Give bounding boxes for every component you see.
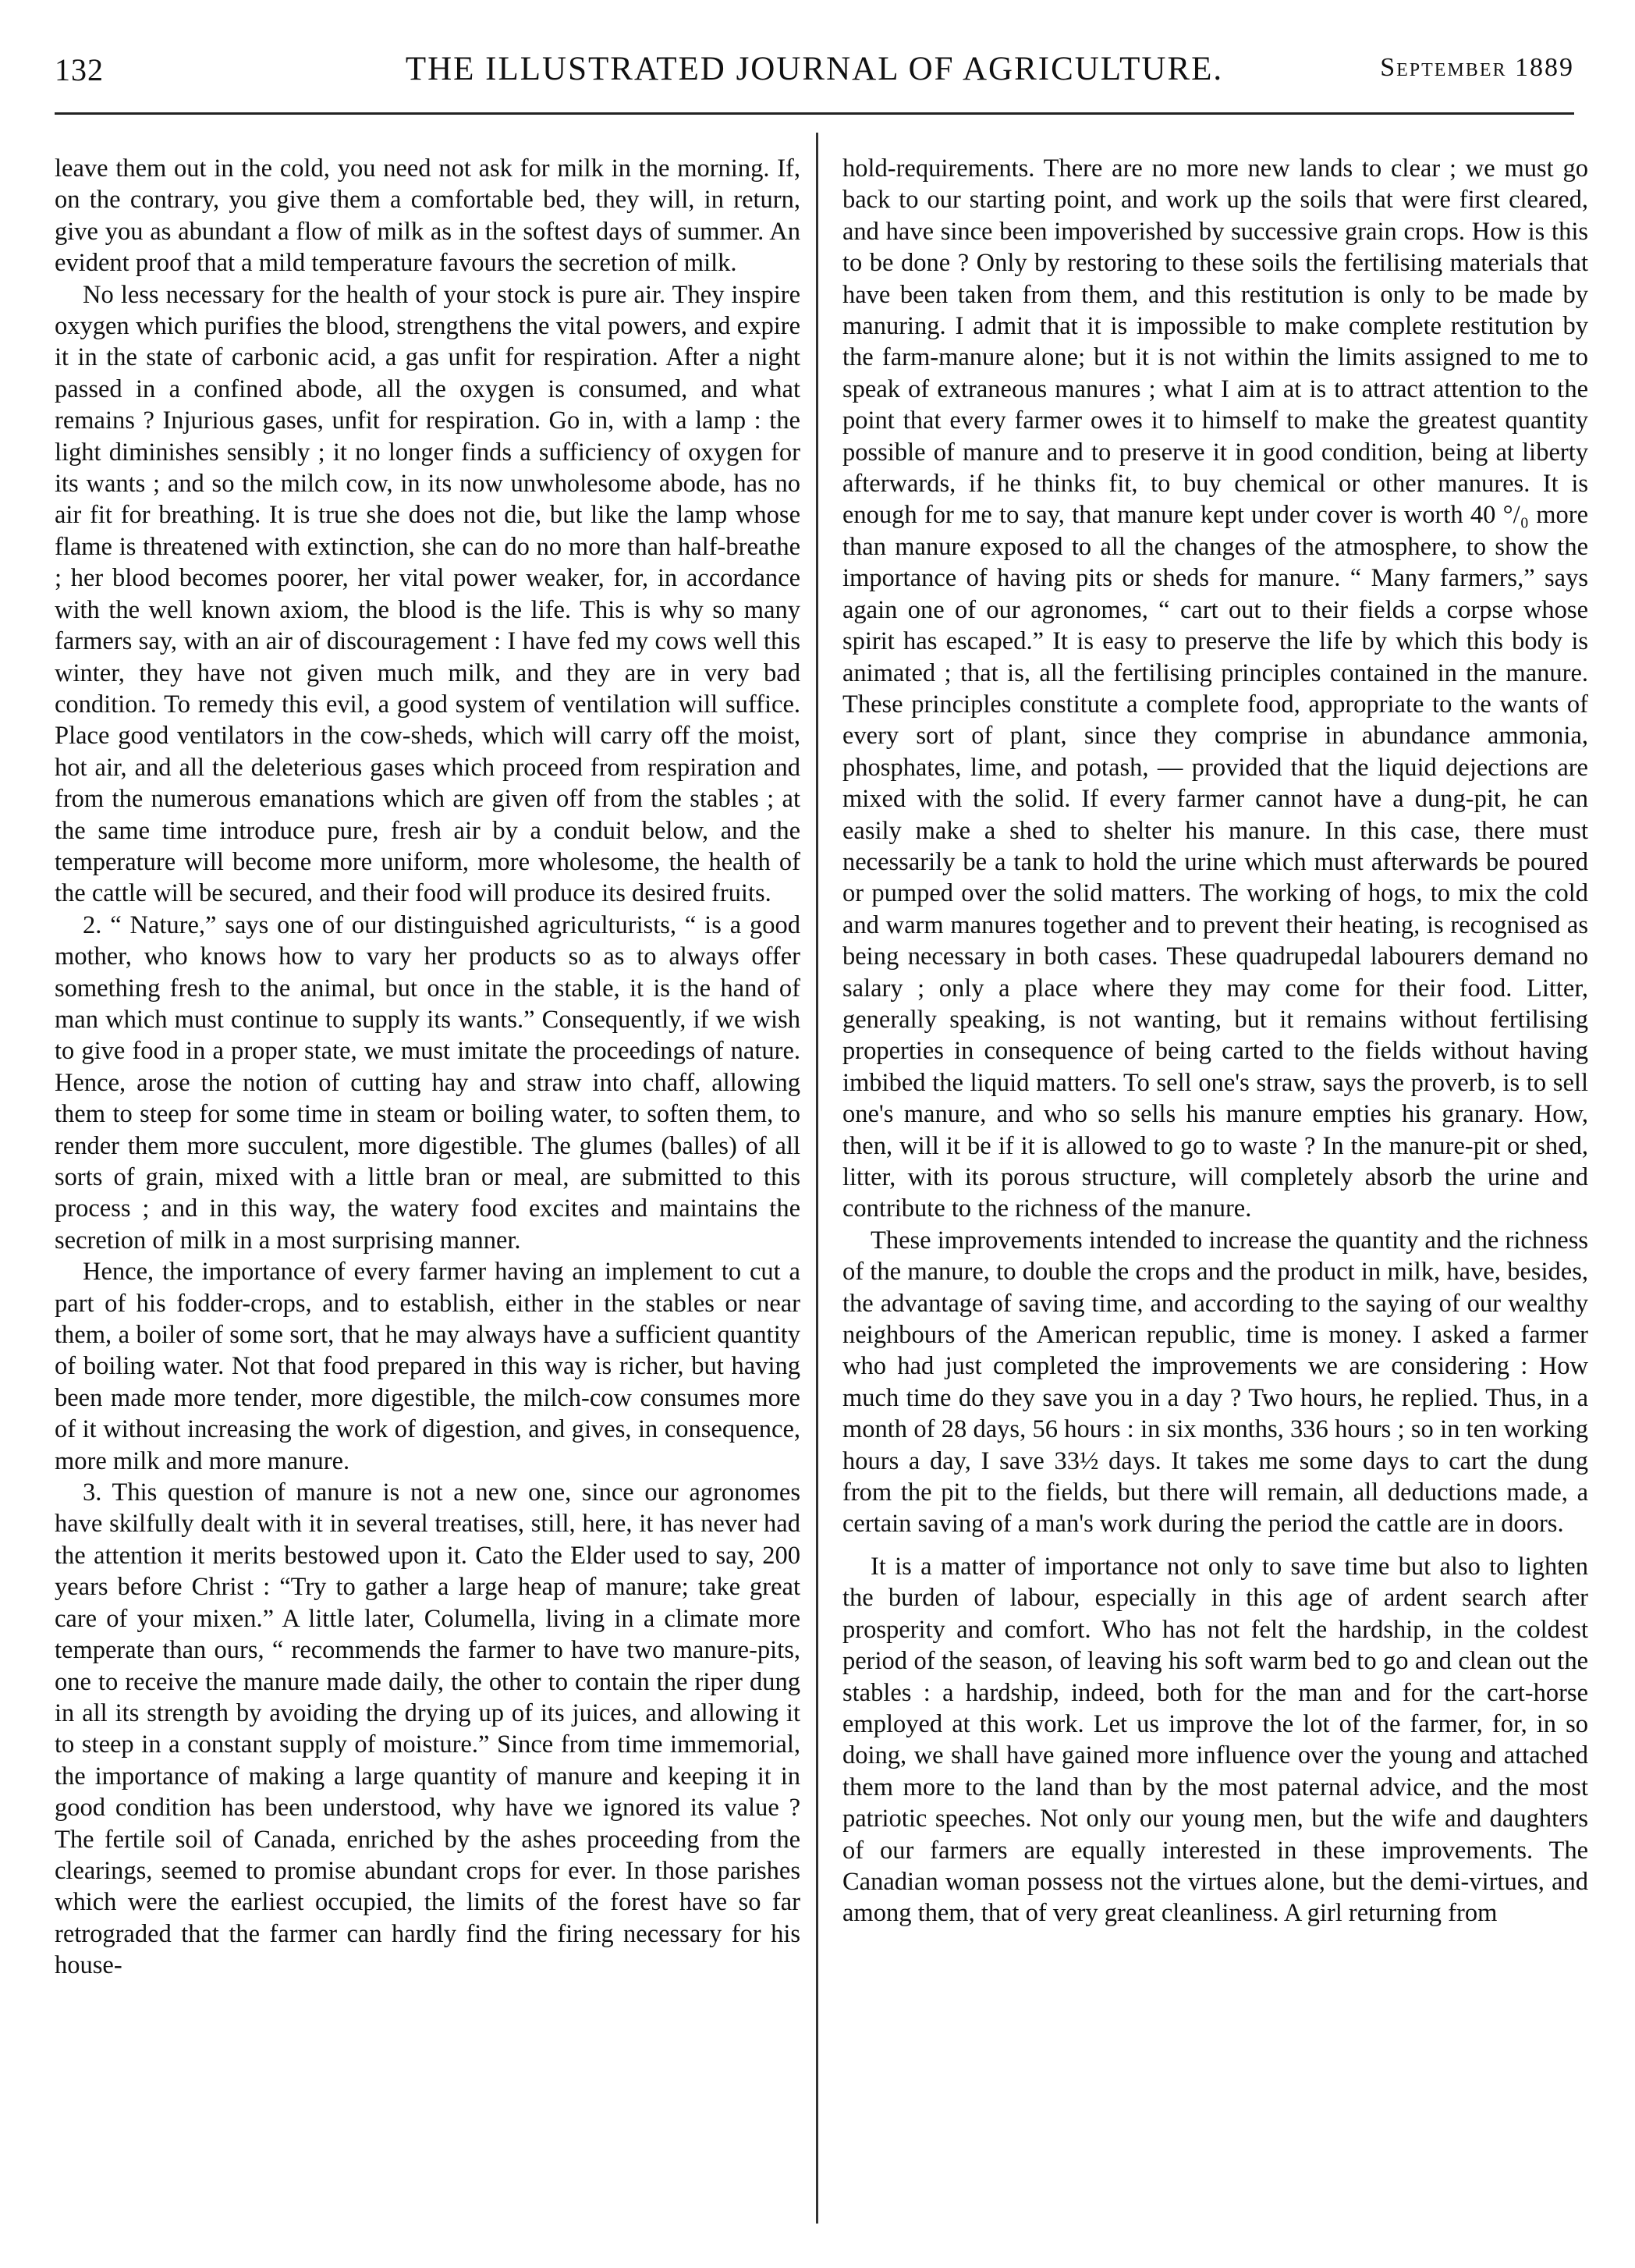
right-column bbox=[842, 153, 1588, 2228]
paragraph: 3. This question of manure is not a new one, since our agronomes have skilfully dealt with it in several treatises, still, here, it has never had the attention it merits bestowed upon it. Cato the Elder used to say, 200 years before Christ : “Try to gather a large heap of manure; take great care of your mixen.” A little later, Columella, living in a climate more temperate than ours, “ recommends the farmer to have two manure-pits, one to receive the manure made daily, the other to contain the riper dung in all its strength by avoiding the drying up of its juices, and allowing it to steep in a constant supply of moisture.” Since from time immemorial, the importance of making a large quantity of manure and keeping it in good condition has been understood, why have we ignored its value ? The fertile soil of Canada, enriched by the ashes proceeding from the clearings, seemed to promise abundant crops for ever. In those parishes which were the earliest occupied, the limits of the forest have so far retrograded that the farmer can hardly find the firing necessary for his house- bbox=[55, 1478, 800, 1980]
page-number: 132 bbox=[55, 52, 104, 87]
paragraph: Hence, the importance of every farmer having an implement to cut a part of his fodder-crops, and to establish, either in the stables or near them, a boiler of some sort, that he may always have a sufficient quantity of boiling water. Not that food prepared in this way is richer, but having been made more tender, more digestible, the milch-cow consumes more of it without increasing the work of digestion, and gives, in consequence, more milk and more manure. bbox=[55, 1258, 800, 1475]
page-header bbox=[55, 45, 1574, 100]
column-divider bbox=[816, 133, 818, 2224]
paragraph: 2. “ Nature,” says one of our distinguished agriculturists, “ is a good mother, who knows how to vary her products so as to always offer something fresh to the animal, but once in the stable, it is the hand of man which must continue to supply its wants.” Consequently, if we wish to give food in a proper state, we must imitate the proceedings of nature. Hence, arose the notion of cutting hay and straw into chaff, allowing them to steep for some time in steam or boiling water, to soften them, to render them more succulent, more digestible. The glumes (balles) of all sorts of grain, mixed with a little bran or meal, are submitted to this process ; and in this way, the watery food excites and maintains the secretion of milk in a most surprising manner. bbox=[55, 910, 800, 1255]
paragraph: It is a matter of importance not only to save time but also to lighten the burden of labour, especially in this age of ardent search after prosperity and comfort. Who has not felt the hardship, in the coldest period of the season, of leaving his soft warm bed to go and clean out the stables : a hardship, indeed, both for the man and for the cart-horse employed at this work. Let us improve the lot of the farmer, for, in so doing, we shall have gained more influence over the young and attached them more to the land than by the most paternal advice, and the most patriotic speeches. Not only our young men, but the wife and daughters of our farmers are equally interested in these improvements. The Canadian woman possess not the virtues alone, but the demi-virtues, and among them, that of very great cleanliness. A girl returning from bbox=[842, 1552, 1588, 1928]
paragraph: hold-requirements. There are no more new lands to clear ; we must go back to our starting point, and work up the soils that were first cleared, and have since been impoverished by successive grain crops. How is this to be done ? Only by restoring to these soils the fertilising materials that have been taken from them, and this restitution is only to be made by manuring. I admit that it is impossible to make complete restitution by the farm-manure alone; but it is not within the limits assigned to me to speak of extraneous manures ; what I aim at is to attract attention to the point that every farmer owes it to himself to make the greatest quantity possible of manure and to preserve it in good condition, being at liberty afterwards, if he thinks fit, to buy chemical or other manures. It is enough for me to say, that manure kept under cover is worth 40 °/₀ more than manure exposed to all the changes of the atmosphere, to show the importance of having pits or sheds for manure. “ Many farmers,” says again one of our agronomes, “ cart out to their fields a corpse whose spirit has escaped.” It is easy to preserve the life by which this body is animated ; that is, all the fertilising principles contained in the manure. These principles constitute a complete food, appropriate to the wants of every sort of plant, since they comprise in abundance ammonia, phosphates, lime, and potash, — provided that the liquid dejections are mixed with the solid. If every farmer cannot have a dung-pit, he can easily make a shed to shelter his manure. In this case, there must necessarily be a tank to hold the urine which must afterwards be poured or pumped over the solid matters. The working of hogs, to mix the cold and warm manures together and to prevent their heating, is recognised as being necessary in both cases. These quadrupedal labourers demand no salary ; only a place where they may come for their food. Litter, generally speaking, is not wanting, but it remains without fertilising properties in consequence of being carted to the fields without having imbibed the liquid matters. To sell one's straw, says the proverb, is to sell one's manure, and who so sells his manure empties his granary. How, then, will it be if it is allowed to go to waste ? In the manure-pit or shed, litter, with its porous structure, will completely absorb the urine and contribute to the richness of the manure. bbox=[842, 154, 1588, 1223]
paragraph: These improvements intended to increase the quantity and the richness of the manure, to double the crops and the product in milk, have, besides, the advantage of saving time, and according to the saying of our wealthy neighbours of the American republic, time is money. I asked a farmer who had just completed the improvements we are considering : How much time do they save you in a day ? Two hours, he replied. Thus, in a month of 28 days, 56 hours : in six months, 336 hours ; so in ten working hours a day, I save 33½ days. It takes me some days to cart the dung from the pit to the fields, but there will remain, all deductions made, a certain saving of a man's work during the period the cattle are in doors. bbox=[842, 1226, 1588, 1539]
paragraph: leave them out in the cold, you need not ask for milk in the morning. If, on the contrary, you give them a comfortable bed, they will, in return, give you as abundant a flow of milk as in the softest days of summer. An evident proof that a mild temperature favours the secretion of milk. bbox=[55, 154, 800, 278]
paragraph: No less necessary for the health of your stock is pure air. They inspire oxygen which purifies the blood, strengthens the vital powers, and expire it in the state of carbonic acid, a gas unfit for respiration. After a night passed in a confined abode, all the oxygen is consumed, and what remains ? Injurious gases, unfit for respiration. Go in, with a lamp : the light diminishes sensibly ; it no longer finds a sufficiency of oxygen for its wants ; and so the milch cow, in its now unwholesome abode, has no air fit for breathing. It is true she does not die, but like the lamp whose flame is threatened with extinction, she can do no more than half-breathe ; her blood becomes poorer, her vital power weaker, for, in accordance with the well known axiom, the blood is the life. This is why so many farmers say, with an air of discouragement : I have fed my cows well this winter, they have not given much milk, and they are in very bad condition. To remedy this evil, a good system of ventilation will suffice. Place good ventilators in the cow-sheds, which will carry off the moist, hot air, and all the deleterious gases which proceed from respiration and from the numerous emanations which are given off from the stables ; at the same time introduce pure, fresh air by a conduit below, and the temperature will become more uniform, more wholesome, the health of the cattle will be secured, and their food will produce its desired fruits. bbox=[55, 280, 800, 908]
journal-title: THE ILLUSTRATED JOURNAL OF AGRICULTURE. bbox=[405, 51, 1224, 87]
issue-date: September 1889 bbox=[1380, 53, 1574, 82]
header-rule bbox=[55, 112, 1574, 115]
left-column bbox=[55, 153, 800, 2228]
